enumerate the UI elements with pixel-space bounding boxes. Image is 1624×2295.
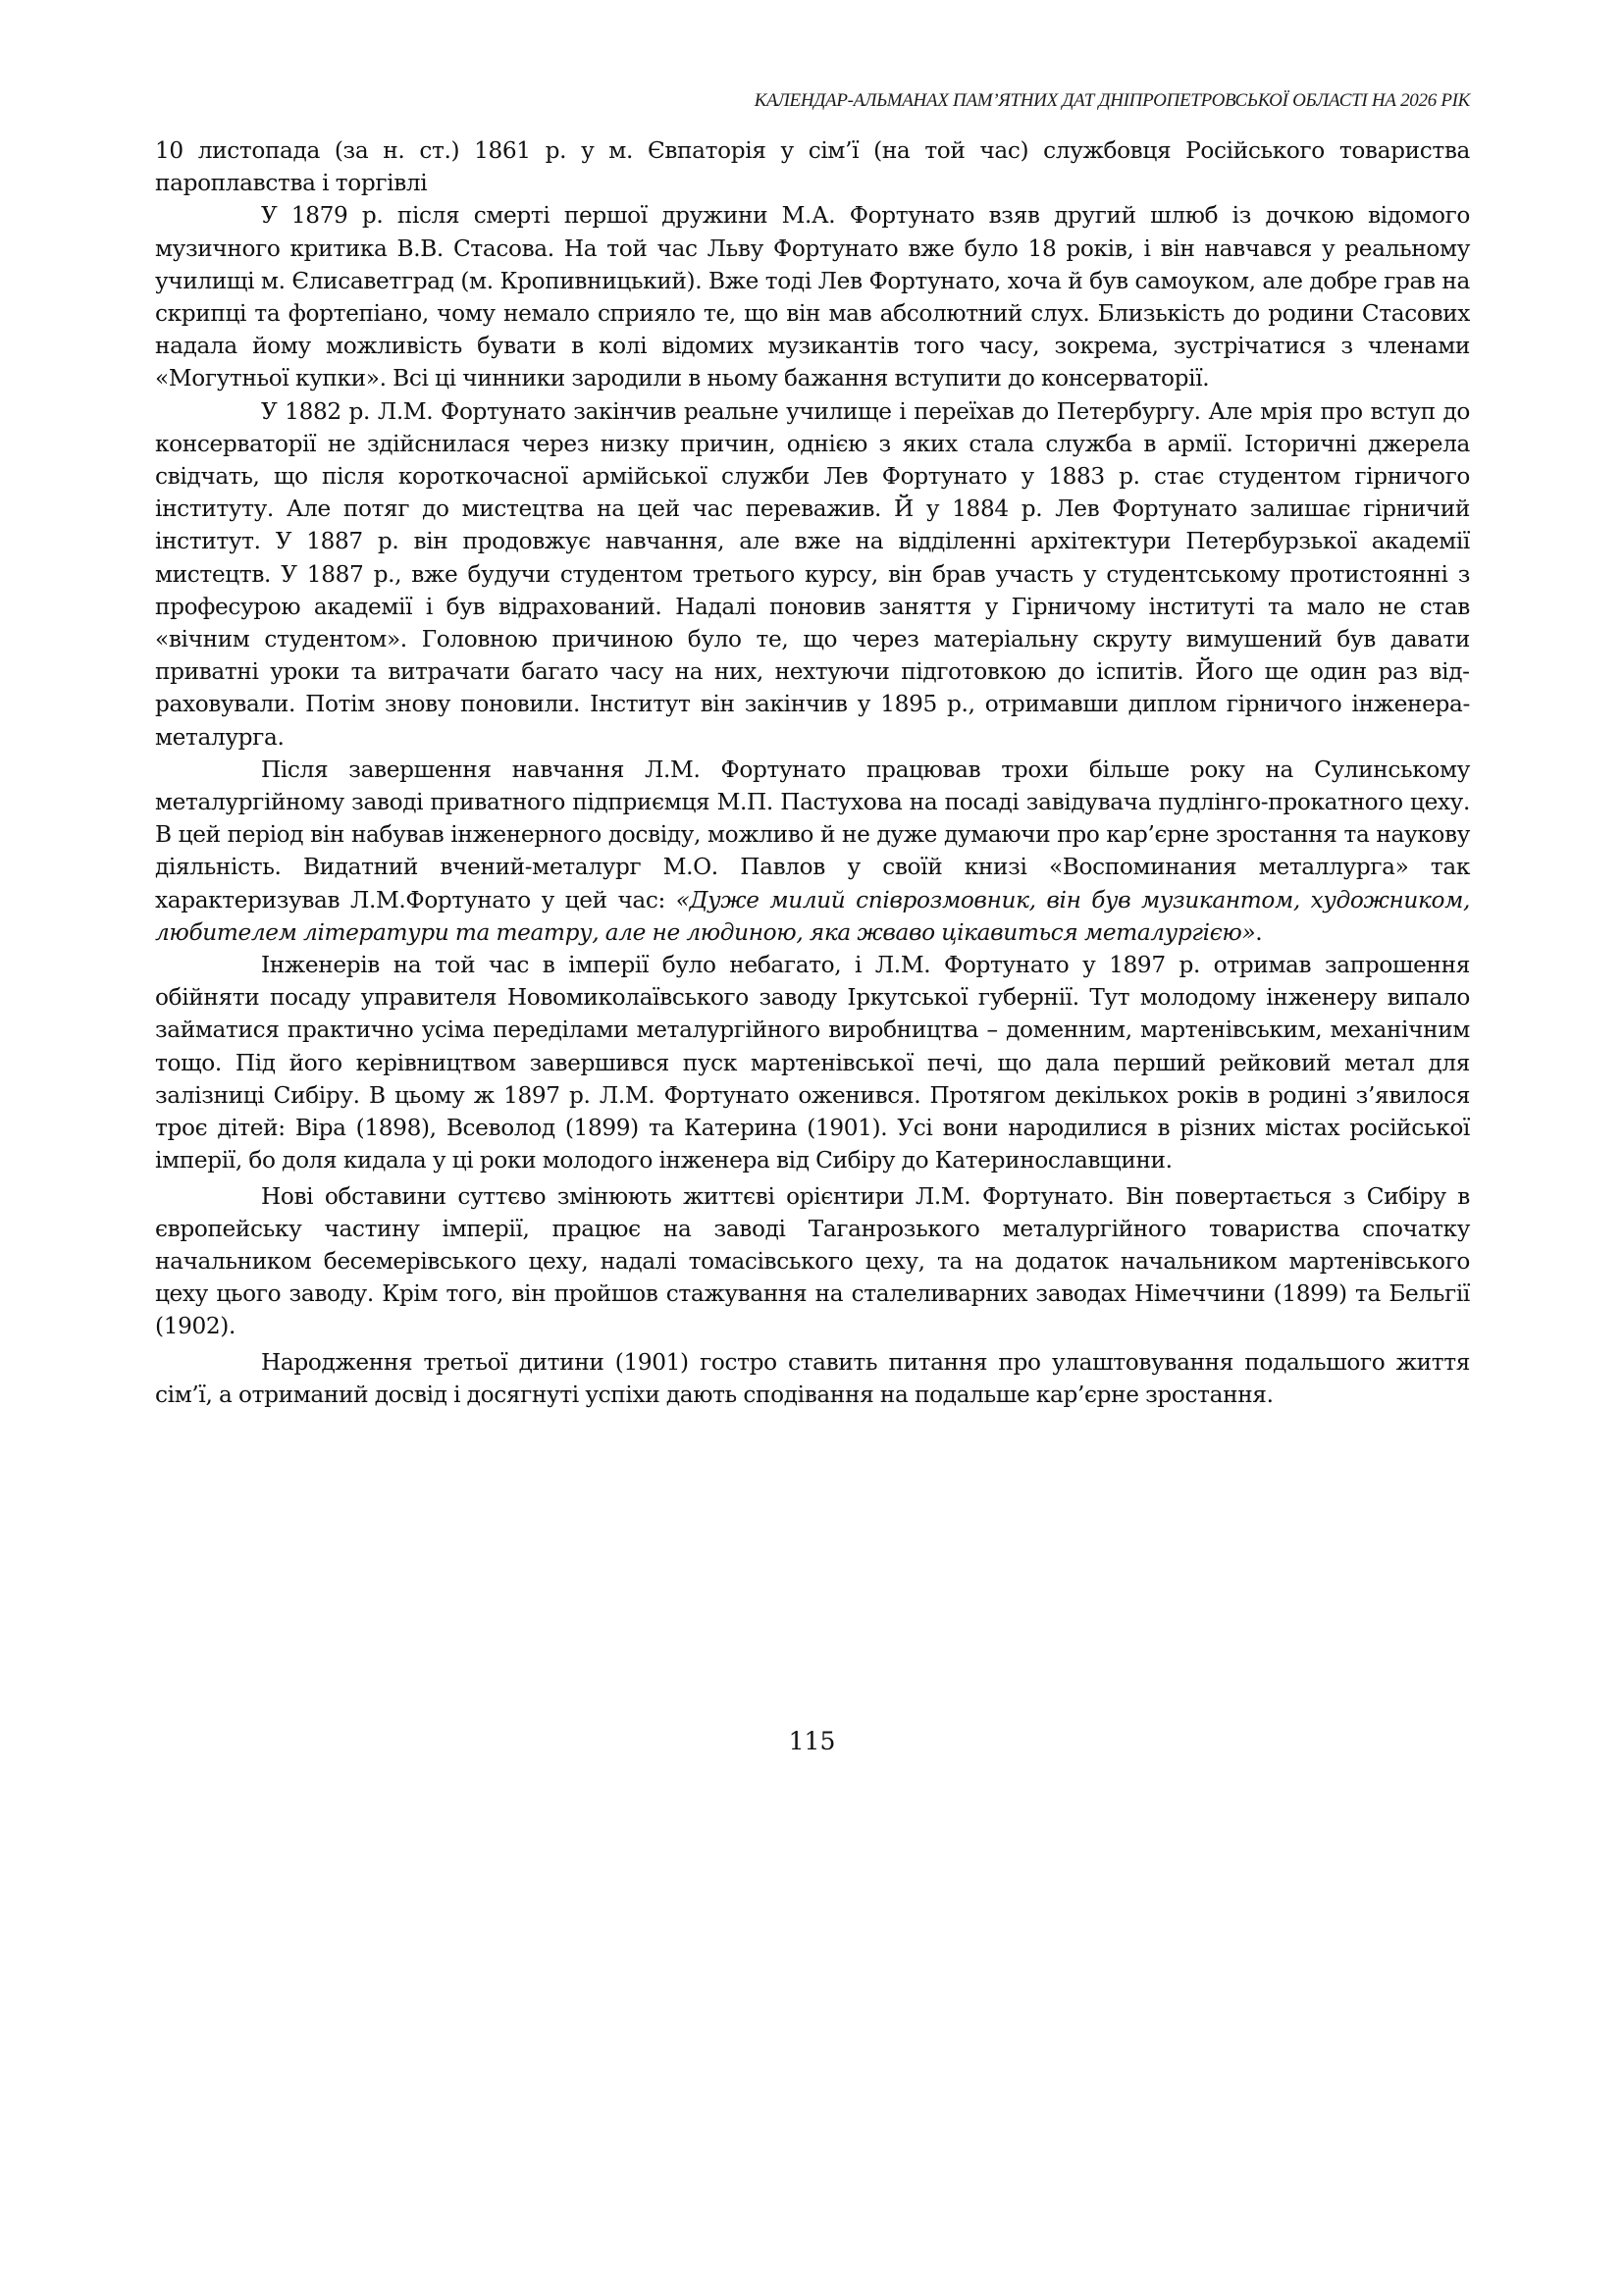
paragraph-1879-marriage: У 1879 р. після смерті першої дружини М.А. Фортунато взяв другий шлюб із дочкою відомого музичного критика В.В. Стасова. На той час Льву Фортунато вже було 18 років, і він навчався у реальному училищі м. Єлисаветград (м. Кропивницький). Вже тоді Лев Фортунато, хоча й був самоуком, але добре грав на скрипці та фортепіано, чому немало сприяло те, що він мав абсолютний слух. Близькість до родини Стасових надала йому можливість бувати в колі відомих музикантів того часу, зокрема, зустрічатися з членами «Могутньої купки». Всі ці чинники зародили в ньому бажання вступити до консерваторії.	[155, 202, 1470, 392]
paragraph-sulin-tail: .	[1255, 918, 1263, 946]
paragraph-birth-continuation: 10 листопада (за н. ст.) 1861 р. у м. Євпаторія у сім’ї (на той час) службовця Російського товариства пароплавства і торгівлі	[155, 137, 1470, 197]
article-body	[155, 134, 1470, 1411]
paragraph-taganrog: Нові обставини суттєво змінюють життєві орієнтири Л.М. Фортунато. Він повертається з Сибіру в європейську частину імперії, працює на заводі Таганрозького металургійного товариства спочатку начальником бесемерівського цеху, надалі томасівського цеху, та на додаток начальником мартенівського цеху цього заводу. Крім того, він пройшов стажування на сталеливарних заводах Німеччини (1899) та Бельгії (1902).	[155, 1182, 1470, 1340]
paragraph-sulin-text: Після завершення навчання Л.М. Фортунато працював трохи більше року на Сулинському металургійному заводі приватного підприємця М.П. Пастухова на посаді завідувача пудлінго-прокатного цеху. В цей період він набував інженерного досвіду, можливо й не дуже думаючи про кар’єрне зростання та наукову діяльність. Видатний вчений-металург М.О. Павлов у своїй книзі «Воспоминания металлурга» так характеризував Л.М.Фортунато у цей час:	[155, 756, 1470, 913]
paragraph-sulin-plant	[155, 754, 1470, 949]
running-header: КАЛЕНДАР-АЛЬМАНАХ ПАМ’ЯТНИХ ДАТ ДНІПРОПЕТРОВСЬКОЇ ОБЛАСТІ НА 2026 РІК	[754, 90, 1470, 111]
paragraph-third-child: Народження третьої дитини (1901) гостро ставить питання про улаштовування подальшого життя сім’ї, а отриманий досвід і досягнуті успіхи дають сподівання на подальше кар’єрне зростання.	[155, 1348, 1470, 1408]
pavlov-quote: «Дуже милий співрозмовник, він був музикантом, художником, любителем літератури та театру, але не людиною, яка жваво цікавиться металургією»	[155, 886, 1470, 946]
paragraph-1897-irkutsk: Інженерів на той час в імперії було небагато, і Л.М. Фортунато у 1897 р. отримав запрошення обійняти посаду управителя Новомиколаївського заводу Іркутської губернії. Тут молодому інженеру випало займатися практично усіма переділами металургійного виробництва – доменним, мартенівським, механічним тощо. Під його керівництвом завершився пуск мартенівської печі, що дала перший рейковий метал для залізниці Сибіру. В цьому ж 1897 р. Л.М. Фортунато оженився. Протягом декількох років в родині з’явилося троє дітей: Віра (1898), Всеволод (1899) та Катерина (1901). Усі вони народилися в різних містах російської імперії, бо доля кидала у ці роки молодого інженера від Сибіру до Катеринославщини.	[155, 952, 1470, 1174]
paragraph-1882-education: У 1882 р. Л.М. Фортунато закінчив реальне училище і переїхав до Петербургу. Але мрія про вступ до консерваторії не здійснилася через низку причин, однією з яких стала служба в армії. Історичні джерела свідчать, що після короткочасної армійської служби Лев Фортунато у 1883 р. стає студентом гірничого інституту. Але потяг до мистецтва на цей час переважив. Й у 1884 р. Лев Фортунато залишає гірничий інститут. У 1887 р. він продовжує навчання, але вже на відділенні архітектури Петербурзької академії мистецтв. У 1887 р., вже будучи студентом третього курсу, він брав участь у студентському протистоянні з професурою академії і був відрахований. Надалі поновив заняття у Гірничому інституті та мало не став «вічним студентом». Головною причиною було те, що через матеріальну скруту вимушений був давати приватні уроки та витрачати багато часу на них, нехтуючи підготовкою до іспитів. Його ще один раз відраховували. Потім знову поновили. Інститут він закінчив у 1895 р., отримавши диплом гірничого інженера-металурга.	[155, 397, 1470, 751]
page-number: 115	[788, 1727, 836, 1755]
